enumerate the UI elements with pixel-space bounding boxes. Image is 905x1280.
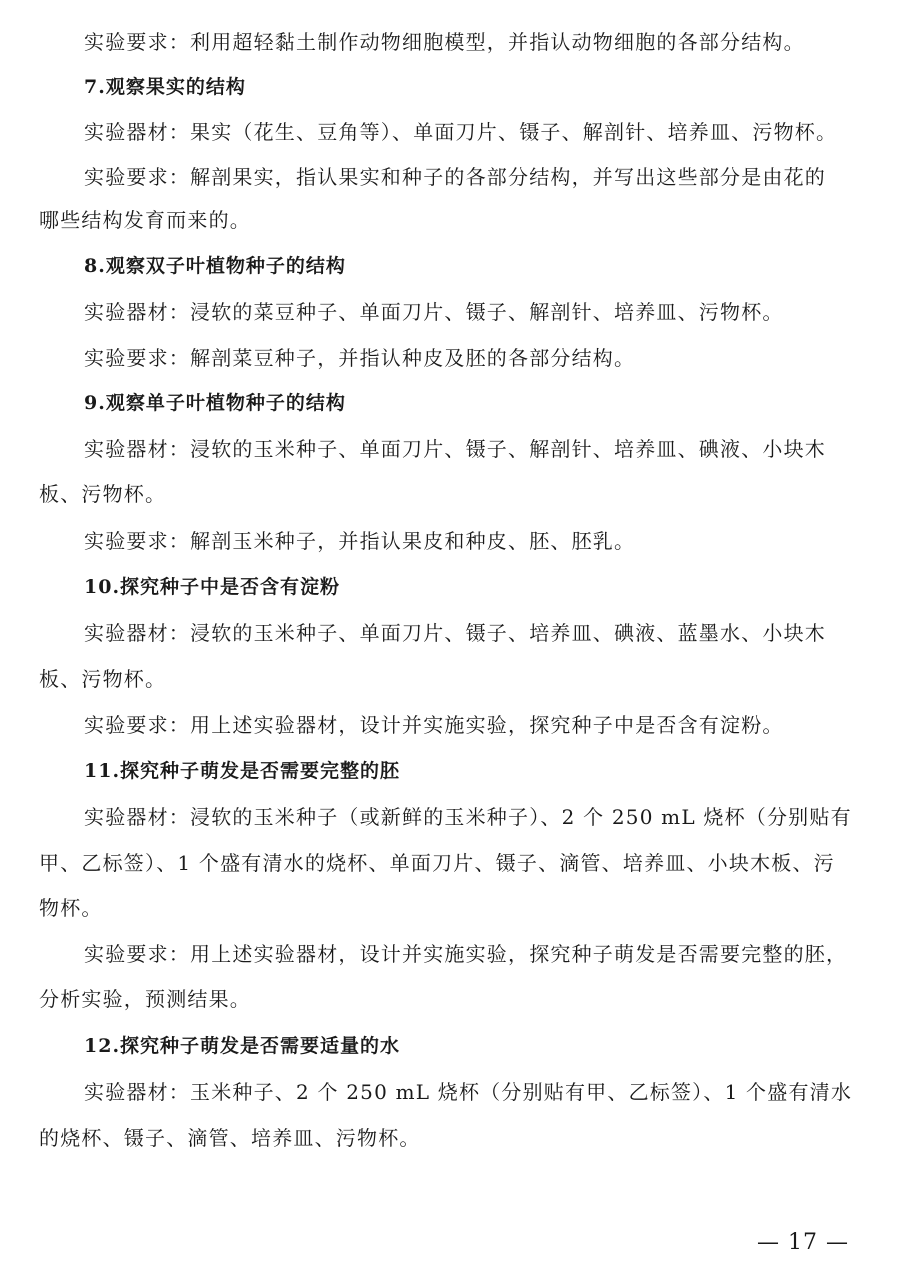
text-line: 实验要求：用上述实验器材，设计并实施实验，探究种子中是否含有淀粉。 [84, 713, 784, 737]
section-heading: 7.观察果实的结构 [84, 76, 246, 98]
page-number: — 17 — [757, 1230, 849, 1255]
text-line: 物杯。 [39, 896, 103, 920]
text-line: 实验器材：浸软的玉米种子、单面刀片、镊子、解剖针、培养皿、碘液、小块木 [84, 437, 826, 461]
text-line: 实验要求：解剖果实，指认果实和种子的各部分结构，并写出这些部分是由花的 [84, 165, 826, 189]
text-line: 实验器材：浸软的玉米种子、单面刀片、镊子、培养皿、碘液、蓝墨水、小块木 [84, 621, 826, 645]
text-line: 实验器材：玉米种子、2 个 250 mL 烧杯（分别贴有甲、乙标签）、1 个盛有清水 [84, 1080, 853, 1104]
text-line: 实验器材：浸软的菜豆种子、单面刀片、镊子、解剖针、培养皿、污物杯。 [84, 300, 784, 324]
text-line: 哪些结构发育而来的。 [39, 208, 251, 232]
section-heading: 12.探究种子萌发是否需要适量的水 [84, 1035, 401, 1057]
section-heading: 10.探究种子中是否含有淀粉 [84, 576, 341, 598]
section-heading: 8.观察双子叶植物种子的结构 [84, 255, 346, 277]
text-line: 分析实验，预测结果。 [39, 987, 251, 1011]
text-line: 实验要求：解剖菜豆种子，并指认种皮及胚的各部分结构。 [84, 346, 636, 370]
text-line: 板、污物杯。 [39, 482, 167, 506]
text-line: 的烧杯、镊子、滴管、培养皿、污物杯。 [39, 1126, 421, 1150]
text-line: 实验要求：用上述实验器材，设计并实施实验，探究种子萌发是否需要完整的胚， [84, 942, 848, 966]
text-line: 实验器材：果实（花生、豆角等）、单面刀片、镊子、解剖针、培养皿、污物杯。 [84, 120, 838, 144]
text-line: 实验要求：利用超轻黏土制作动物细胞模型，并指认动物细胞的各部分结构。 [84, 30, 805, 54]
text-line: 板、污物杯。 [39, 667, 167, 691]
text-line: 实验器材：浸软的玉米种子（或新鲜的玉米种子）、2 个 250 mL 烧杯（分别贴有 [84, 805, 852, 829]
text-line: 实验要求：解剖玉米种子，并指认果皮和种皮、胚、胚乳。 [84, 529, 636, 553]
text-line: 甲、乙标签）、1 个盛有清水的烧杯、单面刀片、镊子、滴管、培养皿、小块木板、污 [39, 851, 835, 875]
section-heading: 11.探究种子萌发是否需要完整的胚 [84, 760, 401, 782]
section-heading: 9.观察单子叶植物种子的结构 [84, 392, 346, 414]
